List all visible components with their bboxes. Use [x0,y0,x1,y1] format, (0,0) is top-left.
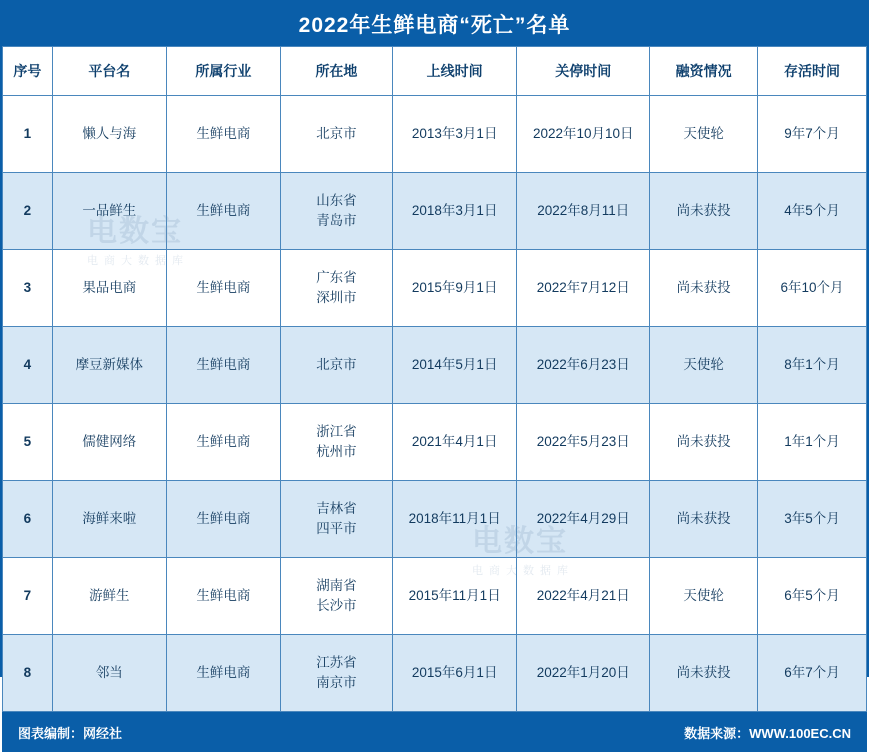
location-line: 深圳市 [316,290,357,305]
table-header [3,47,867,96]
location-line: 青岛市 [316,213,357,228]
watermark-main: 电数宝 [472,525,568,558]
cell-location [280,327,392,404]
cell-survival: 4年5个月 [758,173,867,250]
cell-closed-date: 2022年6月23日 [517,327,650,404]
cell-survival: 1年1个月 [758,404,867,481]
location-line: 山东省 [316,193,357,209]
cell-industry: 生鲜电商 [166,635,280,712]
column-header-location: 所在地 [280,47,392,96]
cell-industry: 生鲜电商 [166,250,280,327]
cell-location [280,404,392,481]
header-row [3,47,867,96]
cell-online-date: 2018年11月1日 [392,481,516,558]
location-line: 吉林省 [316,501,357,517]
table-row [3,635,867,712]
cell-index: 7 [3,558,53,635]
cell-platform: 邻当 [52,635,166,712]
death-list-table [2,46,867,712]
cell-location [280,558,392,635]
location-line: 湖南省 [316,578,357,594]
cell-industry: 生鲜电商 [166,96,280,173]
table-row [3,96,867,173]
location-line: 长沙市 [316,598,357,613]
cell-survival: 3年5个月 [758,481,867,558]
cell-industry: 生鲜电商 [166,481,280,558]
cell-closed-date: 2022年7月12日 [517,250,650,327]
cell-index: 1 [3,96,53,173]
cell-online-date: 2015年9月1日 [392,250,516,327]
cell-funding: 尚未获投 [650,250,758,327]
footer-credit: 图表编制：网经社 [18,725,123,741]
cell-survival: 9年7个月 [758,96,867,173]
cell-location [280,96,392,173]
cell-location [280,173,392,250]
page-title [2,2,867,46]
cell-funding: 天使轮 [650,558,758,635]
table-container [2,46,867,712]
table-row [3,558,867,635]
page-title-text: 2022年生鲜电商“死亡”名单 [298,14,571,37]
cell-index: 3 [3,250,53,327]
table-row [3,404,867,481]
table-row [3,173,867,250]
cell-industry: 生鲜电商 [166,173,280,250]
cell-closed-date: 2022年4月29日 [517,481,650,558]
cell-platform: 海鲜来啦 [52,481,166,558]
cell-closed-date: 2022年10月10日 [517,96,650,173]
table-body [3,96,867,712]
column-header-funding: 融资情况 [650,47,758,96]
footer-bar [2,712,867,752]
location-line: 江苏省 [316,655,357,671]
cell-funding: 尚未获投 [650,481,758,558]
cell-platform: 摩豆新媒体 [52,327,166,404]
cell-funding: 天使轮 [650,96,758,173]
cell-location [280,481,392,558]
cell-index: 6 [3,481,53,558]
location-line: 浙江省 [316,424,357,440]
cell-closed-date: 2022年4月21日 [517,558,650,635]
cell-funding: 尚未获投 [650,635,758,712]
cell-funding: 尚未获投 [650,173,758,250]
cell-location [280,250,392,327]
cell-industry: 生鲜电商 [166,404,280,481]
cell-online-date: 2015年11月1日 [392,558,516,635]
cell-online-date: 2021年4月1日 [392,404,516,481]
cell-survival: 6年10个月 [758,250,867,327]
cell-survival: 6年5个月 [758,558,867,635]
location-line: 杭州市 [316,444,357,459]
cell-platform: 懒人与海 [52,96,166,173]
cell-survival: 6年7个月 [758,635,867,712]
table-row [3,481,867,558]
cell-platform: 游鲜生 [52,558,166,635]
watermark-sub: 电商大数据库 [87,255,189,267]
cell-online-date: 2018年3月1日 [392,173,516,250]
column-header-online-date: 上线时间 [392,47,516,96]
location-line: 北京市 [316,126,357,142]
table-row [3,327,867,404]
cell-online-date: 2013年3月1日 [392,96,516,173]
column-header-closed-date: 关停时间 [517,47,650,96]
cell-closed-date: 2022年5月23日 [517,404,650,481]
cell-index: 5 [3,404,53,481]
cell-location [280,635,392,712]
column-header-survival: 存活时间 [758,47,867,96]
cell-index: 2 [3,173,53,250]
column-header-industry: 所属行业 [166,47,280,96]
location-line: 四平市 [316,521,357,536]
cell-index: 4 [3,327,53,404]
watermark-sub: 电商大数据库 [472,565,574,577]
cell-index: 8 [3,635,53,712]
cell-online-date: 2014年5月1日 [392,327,516,404]
column-header-platform: 平台名 [52,47,166,96]
cell-platform: 儒健网络 [52,404,166,481]
cell-online-date: 2015年6月1日 [392,635,516,712]
table-row [3,250,867,327]
cell-platform: 一品鲜生 [52,173,166,250]
cell-closed-date: 2022年1月20日 [517,635,650,712]
cell-funding: 尚未获投 [650,404,758,481]
location-line: 北京市 [316,357,357,373]
cell-industry: 生鲜电商 [166,558,280,635]
footer-source: 数据来源：WWW.100EC.CN [684,725,851,741]
location-line: 广东省 [316,270,357,286]
location-line: 南京市 [316,675,357,690]
cell-survival: 8年1个月 [758,327,867,404]
cell-funding: 天使轮 [650,327,758,404]
column-header-index: 序号 [3,47,53,96]
cell-industry: 生鲜电商 [166,327,280,404]
cell-platform: 果品电商 [52,250,166,327]
watermark-main: 电数宝 [87,215,183,248]
cell-closed-date: 2022年8月11日 [517,173,650,250]
